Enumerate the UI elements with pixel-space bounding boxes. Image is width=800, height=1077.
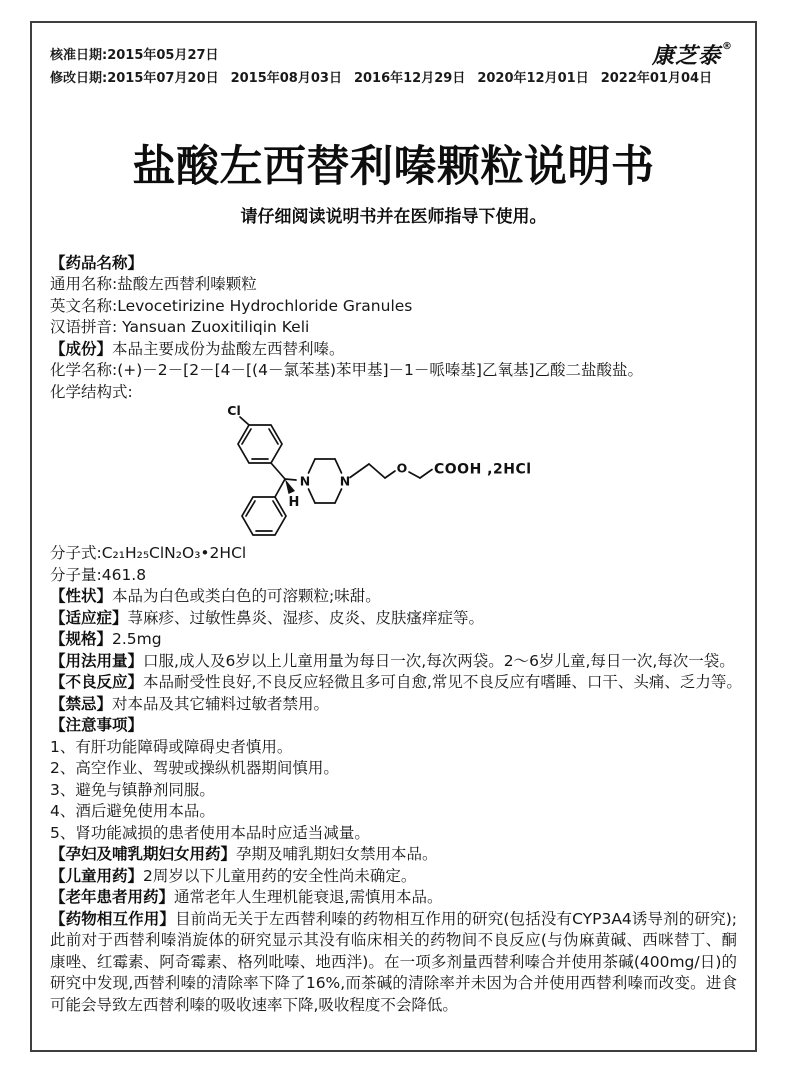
section-line bbox=[50, 608, 737, 630]
section-text: 化学结构式: bbox=[50, 382, 133, 401]
section-line bbox=[50, 543, 737, 565]
section-label: 【成份】 bbox=[50, 339, 113, 358]
section-label: 【适应症】 bbox=[50, 608, 128, 627]
section-text: 3、避免与镇静剂同服。 bbox=[50, 780, 215, 799]
revision-date: 2015年07月20日 bbox=[107, 71, 219, 86]
section-text: 2.5mg bbox=[112, 630, 162, 649]
section-text: 口服,成人及6岁以上儿童用量为每日一次,每次两袋。2～6岁儿童,每日一次,每次一袋。 bbox=[143, 651, 735, 670]
revision-date: 2016年12月29日 bbox=[353, 71, 466, 86]
section-line bbox=[50, 758, 737, 780]
wedge-bond bbox=[285, 479, 295, 494]
sections-top bbox=[50, 253, 737, 404]
cooh-label: COOH ,2HCl bbox=[434, 461, 532, 478]
section-text: 1、有肝功能障碍或障碍史者慎用。 bbox=[50, 737, 293, 756]
page-subtitle: 请仔细阅读说明书并在医师指导下使用。 bbox=[240, 206, 547, 227]
approval-date: 核准日期:2015年05月27日 bbox=[50, 48, 219, 63]
section-label: 【孕妇及哺乳期妇女用药】 bbox=[50, 845, 237, 864]
section-text: 孕期及哺乳期妇女禁用本品。 bbox=[236, 845, 438, 864]
section-text: 英文名称:Levocetirizine Hydrochloride Granules bbox=[50, 296, 413, 315]
section-line bbox=[50, 629, 737, 651]
section-line bbox=[50, 737, 737, 759]
section-line bbox=[50, 586, 737, 608]
section-label: 【性状】 bbox=[50, 587, 113, 606]
section-line bbox=[50, 823, 737, 845]
section-line bbox=[50, 274, 737, 296]
section-text: 4、酒后避免使用本品。 bbox=[50, 802, 215, 821]
section-text: 荨麻疹、过敏性鼻炎、湿疹、皮炎、皮肤瘙痒症等。 bbox=[127, 608, 485, 627]
sections-bottom bbox=[50, 543, 742, 1016]
atom-label-h: H bbox=[288, 495, 300, 511]
page-frame bbox=[30, 21, 757, 1052]
revision-date: 2020年12月01日 bbox=[477, 71, 589, 86]
section-text: 对本品及其它辅料过敏者禁用。 bbox=[112, 694, 330, 713]
section-line bbox=[50, 801, 737, 823]
section-label: 【注意事项】 bbox=[50, 716, 144, 735]
section-line bbox=[50, 780, 737, 802]
section-text: 本品耐受性良好,不良反应轻微且多可自愈,常见不良反应有嗜睡、口干、头痛、乏力等。 bbox=[143, 673, 742, 692]
section-text: 本品为白色或类白色的可溶颗粒;味甜。 bbox=[112, 587, 381, 606]
atom-label-n1: N bbox=[299, 473, 311, 489]
section-line bbox=[50, 360, 737, 382]
section-text: 化学名称:(+)－2－[2－[4－[(4－氯苯基)苯甲基]－1－哌嗪基]乙氧基]乙酸二盐酸盐。 bbox=[50, 361, 643, 380]
section-line bbox=[50, 296, 737, 318]
section-label: 【药物相互作用】 bbox=[50, 909, 176, 928]
phenyl-ring bbox=[242, 497, 286, 535]
atom-label-n2: N bbox=[339, 473, 351, 489]
section-text: 分子式:C₂₁H₂₅ClN₂O₃•2HCl bbox=[50, 544, 247, 563]
section-label: 【药品名称】 bbox=[50, 253, 144, 272]
body-text bbox=[50, 253, 742, 1017]
section-line bbox=[50, 694, 737, 716]
section-label: 【规格】 bbox=[50, 630, 113, 649]
atom-label-cl: Cl bbox=[227, 403, 241, 419]
section-line bbox=[50, 844, 737, 866]
header bbox=[32, 23, 755, 90]
section-label: 【禁忌】 bbox=[50, 694, 113, 713]
section-text: 5、肾功能减损的患者使用本品时应适当减量。 bbox=[50, 823, 370, 842]
section-text: 目前尚无关于左西替利嗪的药物相互作用的研究(包括没有CYP3A4诱导剂的研究);此前对于西替利嗪消旋体的研究显示其没有临床相关的药物间不良反应(与伪麻黄碱、西咪替丁、酮康唑、红霉素、阿奇霉素、格列吡嗪、地西泮)。在一项多剂量西替利嗪合并使用茶碱(400mg/日)的研究中发现,西替利嗪的清除率下降了16%,而茶碱的清除率并未因为合并使用西替利嗪而改变。进食可能会导致左西替利嗪的吸收速率下降,吸收程度不会降低。 bbox=[50, 909, 737, 1014]
section-text: 本品主要成份为盐酸左西替利嗪。 bbox=[112, 339, 345, 358]
brand-logo bbox=[652, 39, 733, 70]
section-label: 【用法用量】 bbox=[50, 651, 144, 670]
section-line bbox=[50, 672, 742, 694]
chlorophenyl-ring bbox=[238, 425, 282, 463]
page-title: 盐酸左西替利嗪颗粒说明书 bbox=[132, 142, 655, 192]
revision-dates bbox=[50, 67, 739, 90]
section-text: 通常老年人生理机能衰退,需慎用本品。 bbox=[174, 888, 443, 907]
section-line bbox=[50, 887, 737, 909]
section-line bbox=[50, 866, 737, 888]
registered-mark-icon: ® bbox=[722, 41, 733, 52]
revision-date: 2015年08月03日 bbox=[230, 71, 342, 86]
section-line bbox=[50, 317, 737, 339]
section-line bbox=[50, 909, 737, 1017]
section-line bbox=[50, 382, 737, 404]
section-text: 2周岁以下儿童用药的安全性尚未确定。 bbox=[143, 866, 417, 885]
section-line bbox=[50, 339, 737, 361]
section-label: 【儿童用药】 bbox=[50, 866, 144, 885]
revision-date-label: 修改日期: bbox=[50, 71, 108, 86]
section-label: 【老年患者用药】 bbox=[50, 888, 175, 907]
section-line bbox=[50, 651, 737, 673]
section-line bbox=[50, 565, 737, 587]
section-text: 汉语拼音: Yansuan Zuoxitiliqin Keli bbox=[50, 318, 310, 337]
revision-date: 2022年01月04日 bbox=[600, 71, 713, 86]
section-label: 【不良反应】 bbox=[50, 673, 144, 692]
chemical-structure-drawing bbox=[193, 403, 538, 543]
section-text: 分子量:461.8 bbox=[50, 565, 147, 584]
atom-label-o: O bbox=[396, 460, 408, 476]
section-line bbox=[50, 715, 737, 737]
section-text: 通用名称:盐酸左西替利嗪颗粒 bbox=[50, 275, 257, 294]
brand-name: 康芝泰 bbox=[651, 44, 721, 69]
section-text: 2、高空作业、驾驶或操纵机器期间慎用。 bbox=[50, 759, 339, 778]
chemical-structure bbox=[193, 403, 538, 543]
section-line bbox=[50, 253, 737, 275]
